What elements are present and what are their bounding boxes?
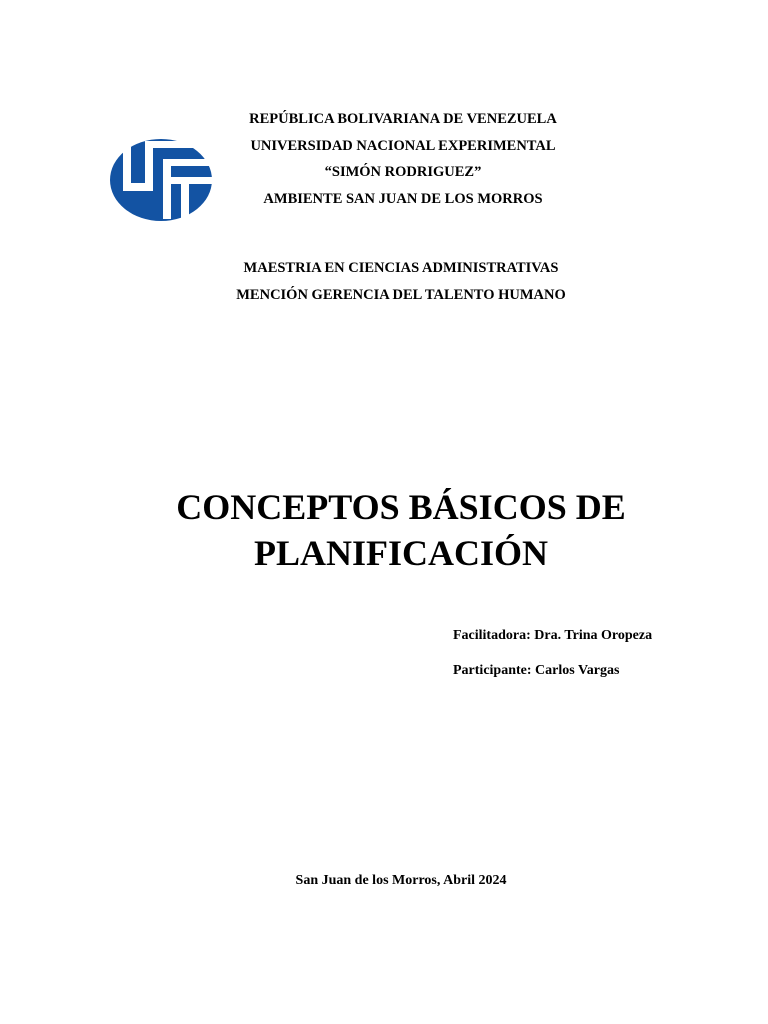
place-date: San Juan de los Morros, Abril 2024 xyxy=(295,873,507,888)
campus-line: AMBIENTE SAN JUAN DE LOS MORROS xyxy=(263,190,543,207)
facilitator-credit: Facilitadora: Dra. Trina Oropeza xyxy=(453,628,653,643)
country-line: REPÚBLICA BOLIVARIANA DE VENEZUELA xyxy=(249,111,557,127)
institution-header xyxy=(19,106,768,212)
program-header xyxy=(17,255,768,308)
degree-line: MAESTRIA EN CIENCIAS ADMINISTRATIVAS xyxy=(243,260,559,276)
document-title xyxy=(0,484,768,576)
participant-credit: Participante: Carlos Vargas xyxy=(453,663,620,678)
university-line: UNIVERSIDAD NACIONAL EXPERIMENTAL xyxy=(250,137,556,154)
university-name-line: “SIMÓN RODRIGUEZ” xyxy=(324,164,482,180)
title-line-1: CONCEPTOS BÁSICOS DE xyxy=(176,487,626,527)
specialization-line: MENCIÓN GERENCIA DEL TALENTO HUMANO xyxy=(236,286,566,303)
title-line-2: PLANIFICACIÓN xyxy=(253,533,548,573)
